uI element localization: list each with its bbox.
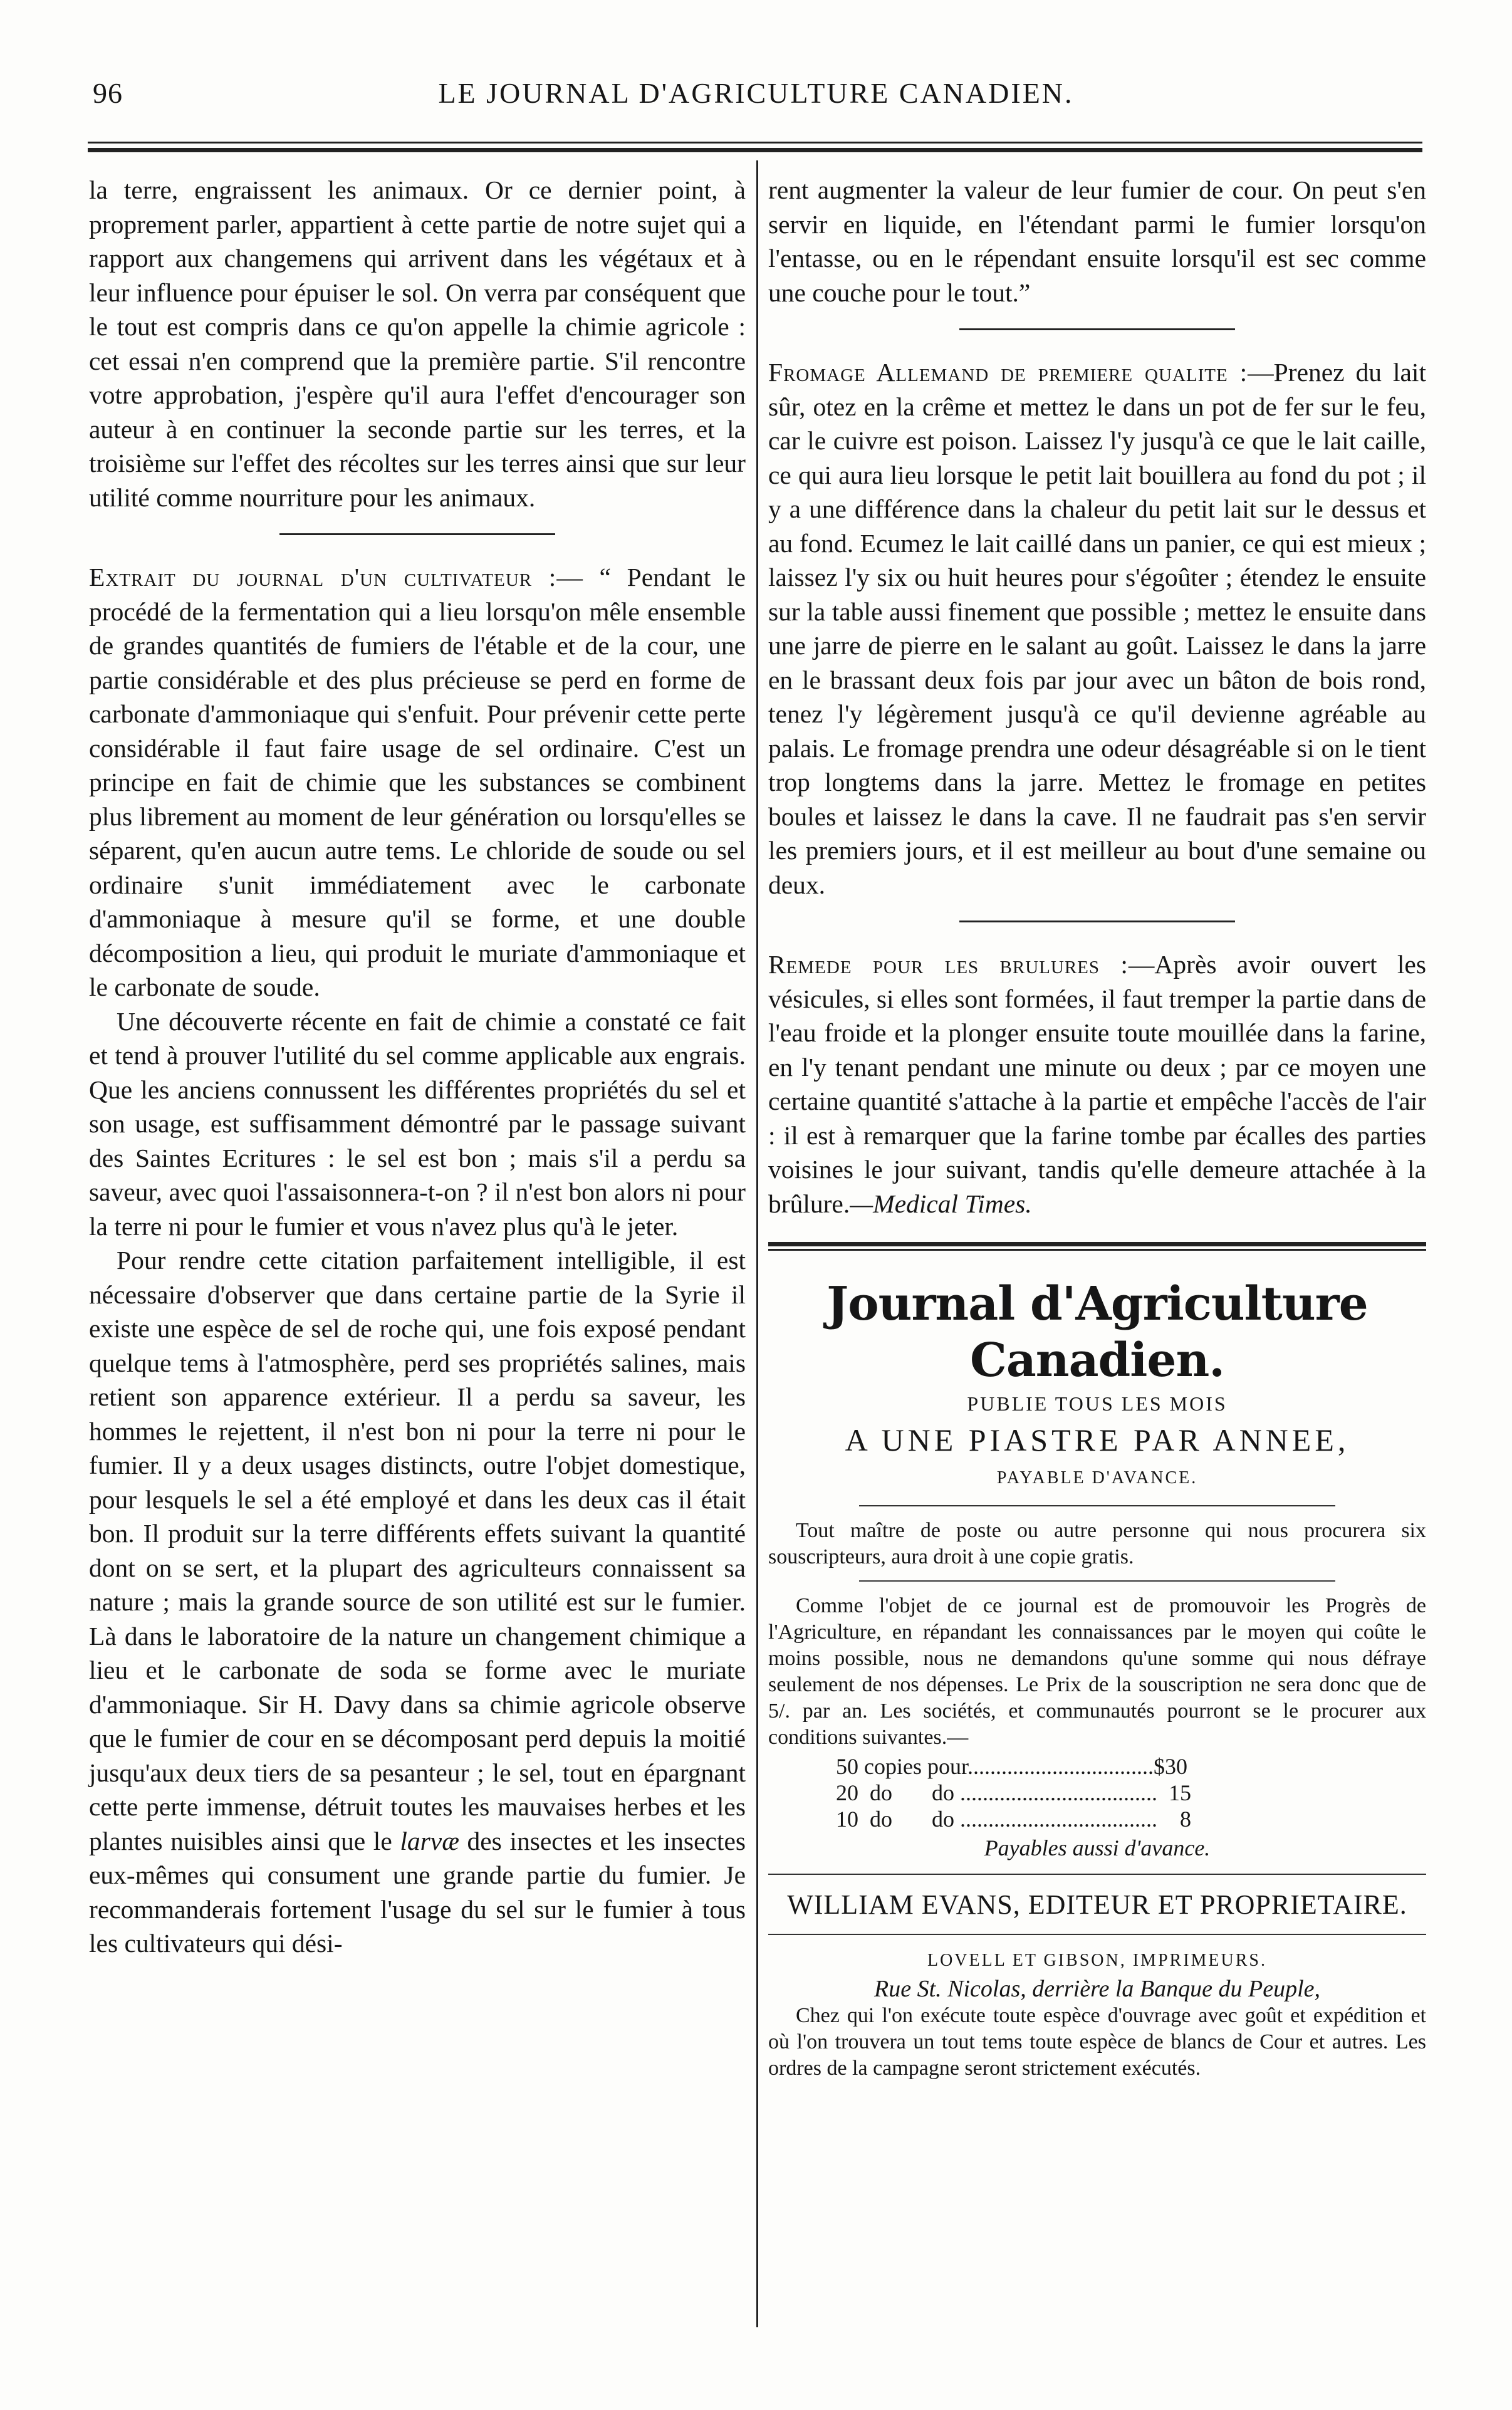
header-rule-thick <box>88 148 1422 152</box>
postmaster-note: Tout maître de poste ou autre personne qui nous procurera six souscripteurs, aura droit à une copie gratis. <box>768 1519 1426 1568</box>
cheese-title: Fromage Allemand de premiere qualite : <box>768 358 1248 387</box>
section-rule <box>959 921 1235 922</box>
printer-address: Rue St. Nicolas, derrière la Banque du Peuple, <box>874 1976 1320 2002</box>
running-header <box>0 74 1512 112</box>
masthead-rule-thin <box>768 1249 1426 1251</box>
published-monthly: PUBLIE TOUS LES MOIS <box>967 1392 1228 1415</box>
burns-body: —Après avoir ouvert les vésicules, si elles sont formées, il faut tremper la partie dans de l'eau froide et la plonger ensuite toute mouillée dans la farine, en l'y tenant pendant une minute ou deux ; par ce moyen une certaine quantité s'attache à la partie et empêche l'accès de l'air : il est à remarquer que la farine tombe par écalles des parties voisines le jour suivant, tandis qu'elle demeure attachée à la brûlure. <box>768 950 1427 1218</box>
editor-line: WILLIAM EVANS, EDITEUR ET PROPRIETAIRE. <box>787 1889 1407 1920</box>
payable-advance-note: Payables aussi d'avance. <box>984 1835 1211 1860</box>
article-paragraph-3-text-a: Pour rendre cette citation parfaitement intelligible, il est nécessaire d'observer que dans certaine partie de la Syrie il existe une espèce de sel de roche qui, une fois exposé pendant quelque tems à l'atmosphère, perd ses propriétés salines, mais retient son apparence extérieur. Il a perdu sa saveur, les hommes le rejettent, il n'est bon ni pour la terre ni pour le fumier. Il y a deux usages distincts, outre l'objet domestique, pour lesquels le sel a été employé et dans les deux cas il était bon. Il produit sur la terre différents effets suivant la quantité dont on se sert, et la plupart des agriculteurs connaissent sa nature ; mais la grande source de son utilité est sur le fumier. Là dans le laboratoire de la nature un changement chimique a lieu et le carbonate de soda se forme avec le muriate d'ammoniaque. Sir H. Davy dans sa chimie agricole observe que le fumier de cour en se décomposant perd depuis la moitié jusqu'aux deux tiers de sa pesanteur ; le sel, tout en épargnant cette perte immense, détruit toutes les mauvaises herbes et les plantes nuisibles ainsi que le <box>89 1246 746 1855</box>
right-column <box>768 173 1426 2082</box>
subscription-price: A UNE PIASTRE PAR ANNEE, <box>845 1422 1350 1458</box>
rate-line: 50 copies pour.................................$30 <box>836 1754 1187 1779</box>
section-rule <box>959 328 1235 330</box>
article-paragraph-3 <box>89 1243 746 1961</box>
journal-running-title: LE JOURNAL D'AGRICULTURE CANADIEN. <box>438 77 1074 109</box>
column-divider <box>756 160 758 2327</box>
masthead-mini-rule <box>859 1580 1335 1582</box>
rate-line: 20 do do ................................... 15 <box>836 1780 1191 1805</box>
left-column <box>89 173 746 1961</box>
masthead-rule-thick <box>768 1242 1426 1246</box>
opening-paragraph: la terre, engraissent les animaux. Or ce dernier point, à proprement parler, appartient à cette partie de notre sujet qui a rapport aux changemens qui arrivent dans les végétaux et à leur influence pour épuiser le sol. On verra par conséquent que le tout est compris dans ce qu'on appelle la chimie agricole : cet essai n'en comprend que la première partie. S'il rencontre votre approbation, j'espère qu'il aura l'effet d'encourager son auteur à en continuer la seconde partie sur les terres, et la troisième sur l'effet des récoltes sur les terres ainsi que sur leur utilité comme nourriture pour les animaux. <box>89 175 746 512</box>
subscription-rates <box>836 1753 1426 1832</box>
editor-rule-top <box>768 1874 1426 1875</box>
editor-rule-bottom <box>768 1934 1426 1935</box>
section-rule <box>279 533 555 535</box>
object-note: Comme l'objet de ce journal est de promouvoir les Progrès de l'Agriculture, en répandant les connaissances par le moyen qui coûte le moins possible, nous ne demandons qu'une somme qui nous défraye seulement de nos dépenses. Le Prix de la souscription ne sera donc que de 5/. par an. Les sociétés, et communautés pourront se le procurer aux conditions suivantes.— <box>768 1594 1426 1749</box>
burns-title: Remede pour les brulures : <box>768 950 1129 979</box>
printer-note: Chez qui l'on exécute toute espèce d'ouvrage avec goût et expédition et où l'on trouvera un tout tems toute espèce de blancs de Cour et autres. Les ordres de la campagne seront strictement exécutés. <box>768 2004 1426 2080</box>
article-salt-manure <box>89 560 746 1004</box>
header-rule-thin <box>88 142 1422 143</box>
printers-line: LOVELL ET GIBSON, IMPRIMEURS. <box>927 1951 1267 1970</box>
masthead-title: Journal d'Agriculture Canadien. <box>826 1277 1368 1387</box>
article-cheese <box>768 355 1426 902</box>
article-paragraph-2: Une découverte récente en fait de chimie a constaté ce fait et tend à prouver l'utilité du sel comme applicable aux engrais. Que les anciens connussent les différentes propriétés du sel et son usage, est suffisamment démontré par le passage suivant des Saintes Ecritures : le sel est bon ; mais s'il a perdu sa saveur, avec quoi l'assaisonnera-t-on ? il n'est bon alors ni pour la terre ni pour le fumier et vous n'avez plus qu'à le jeter. <box>89 1006 746 1241</box>
article-title: Extrait du journal d'un cultivateur :— <box>89 563 583 592</box>
article-paragraph-1: “ Pendant le procédé de la fermentation qui a lieu lorsqu'on mêle ensemble de grandes quantités de fumiers de l'étable et de la cour, une partie considérable et des plus précieuse se perd en forme de carbonate d'ammoniaque qui s'enfuit. Pour prévenir cette perte considérable il faut faire usage de sel ordinaire. C'est un principe en fait de chimie que les substances se combinent plus librement au moment de leur génération ou lorsqu'elles se séparent, qu'en aucun autre tems. Le chloride de soude ou sel ordinaire s'unit immédiatement avec le carbonate d'ammoniaque à mesure qu'il se forme, et une double décomposition a lieu, qui produit le muriate d'ammoniaque et le carbonate de soude. <box>89 563 746 1001</box>
cheese-body: —Prenez du lait sûr, otez en la crême et mettez le dans un pot de fer sur le feu, car le cuivre est poison. Laissez l'y jusqu'à ce que le lait caille, ce qui aura lieu lorsque le petit lait bouillera au fond du pot ; il y a une différence dans la chaleur du petit lait sur le dessus et au fond. Ecumez le lait caillé dans un panier, ce qui est mieux ; laissez l'y six ou huit heures pour s'égoûter ; étendez le ensuite sur la table aussi finement que possible ; mettez le ensuite dans une jarre de pierre en le salant au goût. Laissez le dans la jarre en le brassant deux fois par jour avec un bâton de bois rond, tenez l'y légèrement jusqu'à ce qu'il devienne agréable au palais. Le fromage prendra une odeur désagréable si on le tient trop longtems dans la jarre. Mettez le fromage en petites boules et laissez le dans la cave. Il ne faudrait pas s'en servir les premiers jours, et il est meilleur au bout d'une semaine ou deux. <box>768 358 1426 899</box>
payable-in-advance: PAYABLE D'AVANCE. <box>996 1468 1198 1488</box>
rate-line: 10 do do ................................... 8 <box>836 1807 1191 1832</box>
continuation-paragraph: rent augmenter la valeur de leur fumier de cour. On peut s'en servir en liquide, en l'étendant parmi le fumier lorsqu'on l'entasse, ou en le répendant ensuite lorsqu'il est sec comme une couche pour le tout.” <box>768 175 1426 307</box>
article-burns <box>768 947 1426 1221</box>
page-number: 96 <box>93 77 123 109</box>
italic-term: larvæ <box>400 1826 459 1855</box>
article-paragraph-3-text-b: des insectes et les insectes eux-mêmes qui consument une grande partie du fumier. Je recommanderais fortement l'usage du sel sur le fumier à tous les cultivateurs qui dési- <box>89 1826 746 1958</box>
burns-source: —Medical Times. <box>850 1189 1032 1218</box>
masthead-mini-rule <box>859 1505 1335 1506</box>
